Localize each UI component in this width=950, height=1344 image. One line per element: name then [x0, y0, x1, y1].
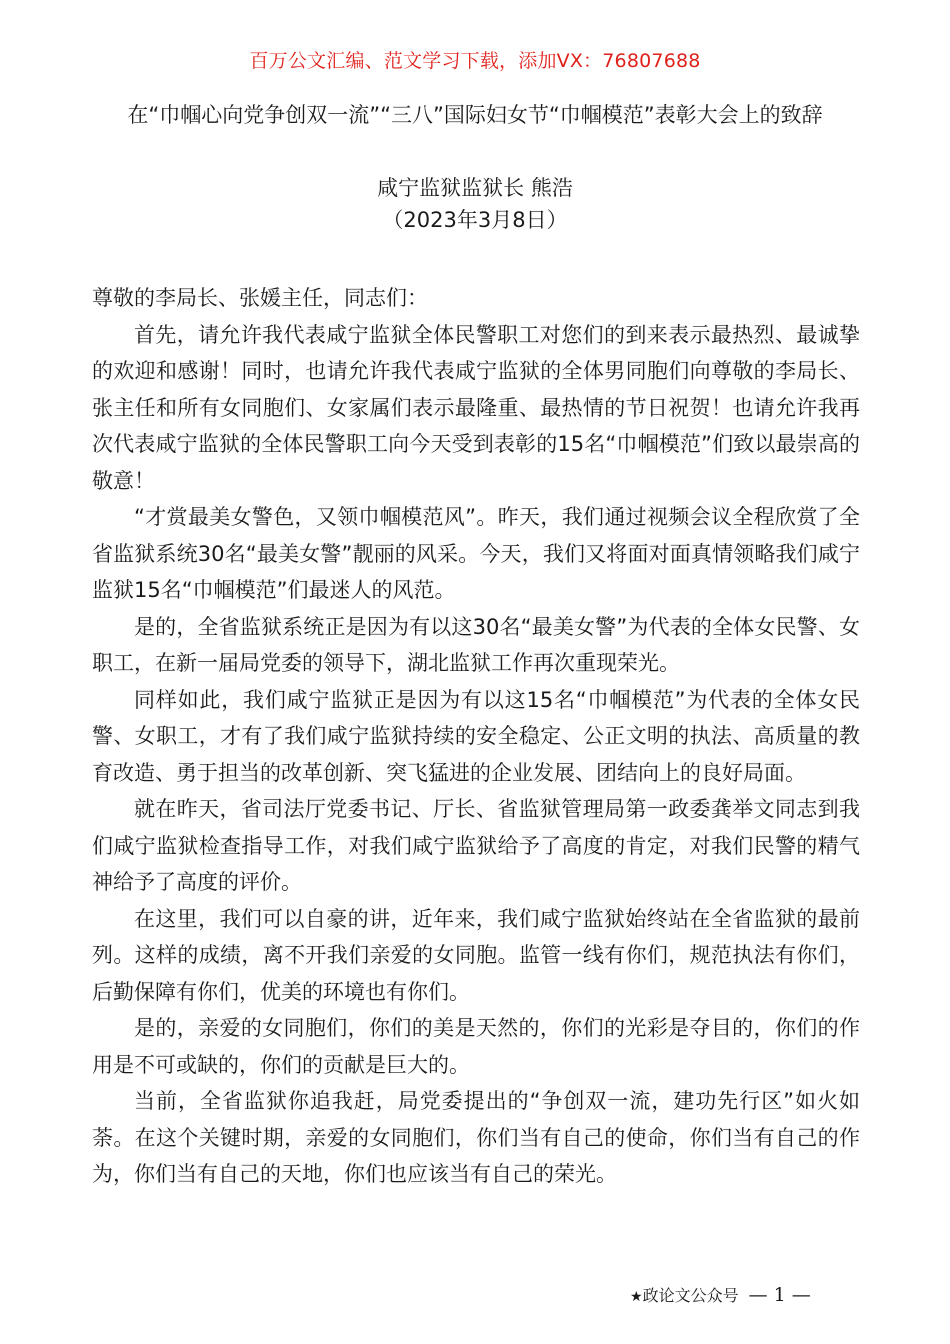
- speech-title: 在“巾帼心向党争创双一流”“三八”国际妇女节“巾帼模范”表彰大会上的致辞: [127, 103, 823, 127]
- paragraph: 同样如此，我们咸宁监狱正是因为有以这15名“巾帼模范”为代表的全体女民警、女职工，才有了我们咸宁监狱持续的安全稳定、公正文明的执法、高质量的教育改造、勇于担当的改革创新、突飞猛进的企业发展、团结向上的良好局面。: [92, 687, 860, 785]
- speech-body: [92, 280, 860, 1193]
- paragraph: 当前，全省监狱你追我赶，局党委提出的“争创双一流，建功先行区”如火如荼。在这个关键时期，亲爱的女同胞们，你们当有自己的使命，你们当有自己的作为，你们当有自己的天地，你们也应该当有自己的荣光。: [92, 1089, 860, 1186]
- speech-date: （2023年3月8日）: [382, 208, 568, 232]
- paragraph: “才赏最美女警色，又领巾帼模范风”。昨天，我们通过视频会议全程欣赏了全省监狱系统30名“最美女警”靓丽的风采。今天，我们又将面对面真情领略我们咸宁监狱15名“巾帼模范”们最迷人的风范。: [92, 505, 860, 602]
- paragraph: 就在昨天，省司法厅党委书记、厅长、省监狱管理局第一政委龚举文同志到我们咸宁监狱检查指导工作，对我们咸宁监狱给予了高度的肯定，对我们民警的精气神给予了高度的评价。: [92, 797, 860, 894]
- paragraph: 在这里，我们可以自豪的讲，近年来，我们咸宁监狱始终站在全省监狱的最前列。这样的成绩，离不开我们亲爱的女同胞。监管一线有你们，规范执法有你们，后勤保障有你们，优美的环境也有你们。: [92, 906, 860, 1004]
- paragraph: 是的，亲爱的女同胞们，你们的美是天然的，你们的光彩是夺目的，你们的作用是不可或缺的，你们的贡献是巨大的。: [92, 1016, 860, 1077]
- paragraph: 是的，全省监狱系统正是因为有以这30名“最美女警”为代表的全体女民警、女职工，在新一届局党委的领导下，湖北监狱工作再次重现荣光。: [92, 614, 860, 675]
- page-footer: [630, 1283, 811, 1306]
- paragraph: 首先，请允许我代表咸宁监狱全体民警职工对您们的到来表示最热烈、最诚挚的欢迎和感谢！同时，也请允许我代表咸宁监狱的全体男同胞们向尊敬的李局长、张主任和所有女同胞们、女家属们表示最隆重、最热情的节日祝贺！也请允许我再次代表咸宁监狱的全体民警职工向今天受到表彰的15名“巾帼模范”们致以最崇高的敬意！: [92, 322, 860, 493]
- salutation: 尊敬的李局长、张媛主任，同志们：: [92, 286, 428, 310]
- footer-source: 政论文公众号: [642, 1286, 739, 1305]
- star-icon: ★: [630, 1289, 643, 1305]
- speech-author: 咸宁监狱监狱长 熊浩: [377, 176, 573, 200]
- download-banner: 百万公文汇编、范文学习下载，添加VX：76807688: [249, 50, 701, 72]
- page-number: — 1 —: [748, 1284, 811, 1306]
